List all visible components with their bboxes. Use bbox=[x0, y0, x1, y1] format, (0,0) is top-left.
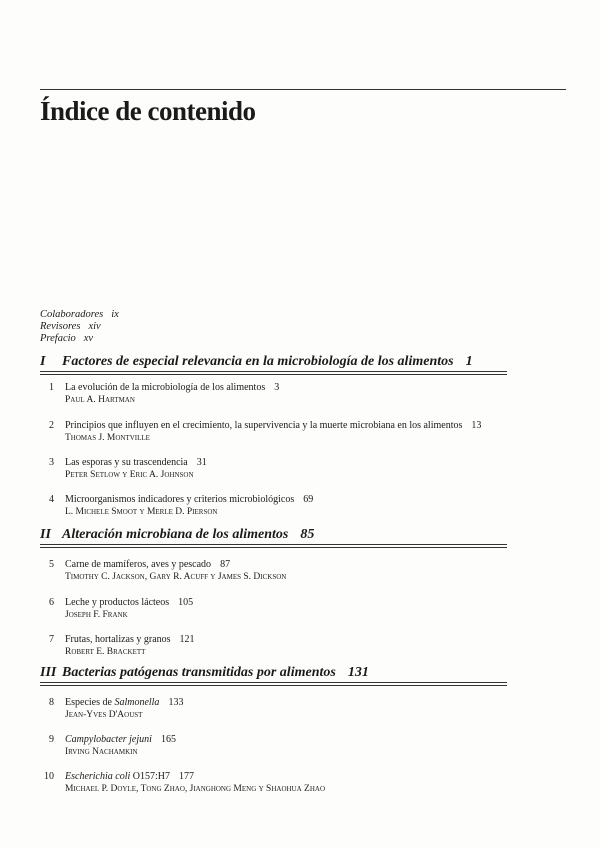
chapter-title: Principios que influyen en el crecimiento, la supervivencia y la muerte microbiana en los alimentos bbox=[65, 420, 463, 431]
chapter-title: Especies de bbox=[65, 697, 115, 708]
chapter-page: 3 bbox=[274, 382, 280, 393]
chapter-authors: Jean-Yves D'Aoust bbox=[65, 710, 143, 720]
front-label: Colaboradores bbox=[40, 309, 104, 320]
front-page: xv bbox=[83, 333, 94, 344]
chapter-authors: L. Michele Smoot y Merle D. Pierson bbox=[65, 507, 218, 517]
chapter-authors: Paul A. Hartman bbox=[65, 395, 135, 405]
part-heading[interactable] bbox=[40, 665, 507, 686]
chapter-number: 8 bbox=[49, 697, 54, 708]
chapter-title-italic: Escherichia coli bbox=[65, 771, 131, 782]
chapter-page: 165 bbox=[160, 734, 176, 745]
chapter-authors: Joseph F. Frank bbox=[65, 610, 128, 620]
chapter-title-italic: Salmonella bbox=[114, 697, 160, 708]
front-label: Prefacio bbox=[40, 333, 76, 344]
part-numeral: III bbox=[40, 665, 57, 680]
chapter-page: 177 bbox=[179, 771, 194, 782]
chapter-number: 3 bbox=[49, 457, 54, 468]
part-numeral: II bbox=[40, 527, 51, 542]
chapter-authors: Irving Nachamkin bbox=[65, 747, 138, 757]
part-heading[interactable] bbox=[40, 354, 507, 375]
double-rule bbox=[40, 371, 507, 375]
chapter-authors: Timothy C. Jackson, Gary R. Acuff y James S. Dickson bbox=[65, 572, 287, 582]
part-page: 85 bbox=[300, 527, 315, 542]
chapter-number: 2 bbox=[49, 420, 54, 431]
chapter-entry[interactable] bbox=[40, 734, 176, 758]
chapter-authors: Robert E. Brackett bbox=[65, 647, 146, 657]
chapter-number: 10 bbox=[44, 771, 54, 782]
chapter-entry[interactable] bbox=[40, 420, 481, 444]
chapter-title: Leche y productos lácteos bbox=[65, 597, 170, 608]
front-matter-item[interactable] bbox=[40, 333, 93, 344]
chapter-page: 105 bbox=[178, 597, 194, 608]
chapter-entry[interactable] bbox=[40, 771, 325, 795]
chapter-title-italic: Campylobacter jejuni bbox=[65, 734, 152, 745]
chapter-number: 1 bbox=[49, 382, 54, 393]
chapter-entry[interactable] bbox=[40, 697, 183, 721]
chapter-authors: Michael P. Doyle, Tong Zhao, Jianghong Meng y Shaohua Zhao bbox=[65, 784, 326, 794]
front-matter-item[interactable] bbox=[40, 309, 119, 320]
part-title: Alteración microbiana de los alimentos bbox=[62, 527, 289, 542]
chapter-page: 87 bbox=[220, 559, 231, 570]
chapter-page: 69 bbox=[303, 494, 314, 505]
chapter-title: Frutas, hortalizas y granos bbox=[65, 634, 171, 645]
part-page: 131 bbox=[347, 665, 369, 680]
double-rule bbox=[40, 682, 507, 686]
front-page: xiv bbox=[88, 321, 101, 332]
front-label: Revisores bbox=[40, 321, 81, 332]
chapter-number: 4 bbox=[49, 494, 54, 505]
chapter-page: 13 bbox=[471, 420, 482, 431]
part-heading[interactable] bbox=[40, 527, 507, 548]
front-page: ix bbox=[111, 309, 119, 320]
chapter-page: 31 bbox=[196, 457, 207, 468]
chapter-entry[interactable] bbox=[40, 559, 286, 583]
double-rule bbox=[40, 544, 507, 548]
chapter-page: 121 bbox=[179, 634, 195, 645]
chapter-number: 6 bbox=[49, 597, 54, 608]
chapter-title: O157:H7 bbox=[130, 771, 170, 782]
chapter-authors: Peter Setlow y Eric A. Johnson bbox=[65, 470, 194, 480]
page-title: Índice de contenido bbox=[40, 96, 256, 126]
chapter-number: 9 bbox=[49, 734, 54, 745]
chapter-entry[interactable] bbox=[40, 494, 313, 518]
top-rule bbox=[40, 89, 566, 90]
chapter-entry[interactable] bbox=[40, 382, 279, 406]
part-numeral: I bbox=[40, 354, 46, 369]
chapter-page: 133 bbox=[168, 697, 184, 708]
part-title: Factores de especial relevancia en la microbiología de los alimentos bbox=[62, 354, 454, 369]
part-title: Bacterias patógenas transmitidas por alimentos bbox=[62, 665, 336, 680]
chapter-number: 5 bbox=[49, 559, 54, 570]
part-page: 1 bbox=[465, 354, 473, 369]
chapter-authors: Thomas J. Montville bbox=[65, 433, 150, 443]
chapter-title: La evolución de la microbiología de los alimentos bbox=[65, 382, 266, 393]
chapter-entry[interactable] bbox=[40, 634, 195, 658]
chapter-title: Microorganismos indicadores y criterios microbiológicos bbox=[65, 494, 295, 505]
chapter-title: Carne de mamíferos, aves y pescado bbox=[65, 559, 212, 570]
chapter-number: 7 bbox=[49, 634, 54, 645]
chapter-entry[interactable] bbox=[40, 457, 207, 481]
chapter-entry[interactable] bbox=[40, 597, 193, 621]
front-matter-item[interactable] bbox=[40, 321, 101, 332]
chapter-title: Las esporas y su trascendencia bbox=[65, 457, 188, 468]
